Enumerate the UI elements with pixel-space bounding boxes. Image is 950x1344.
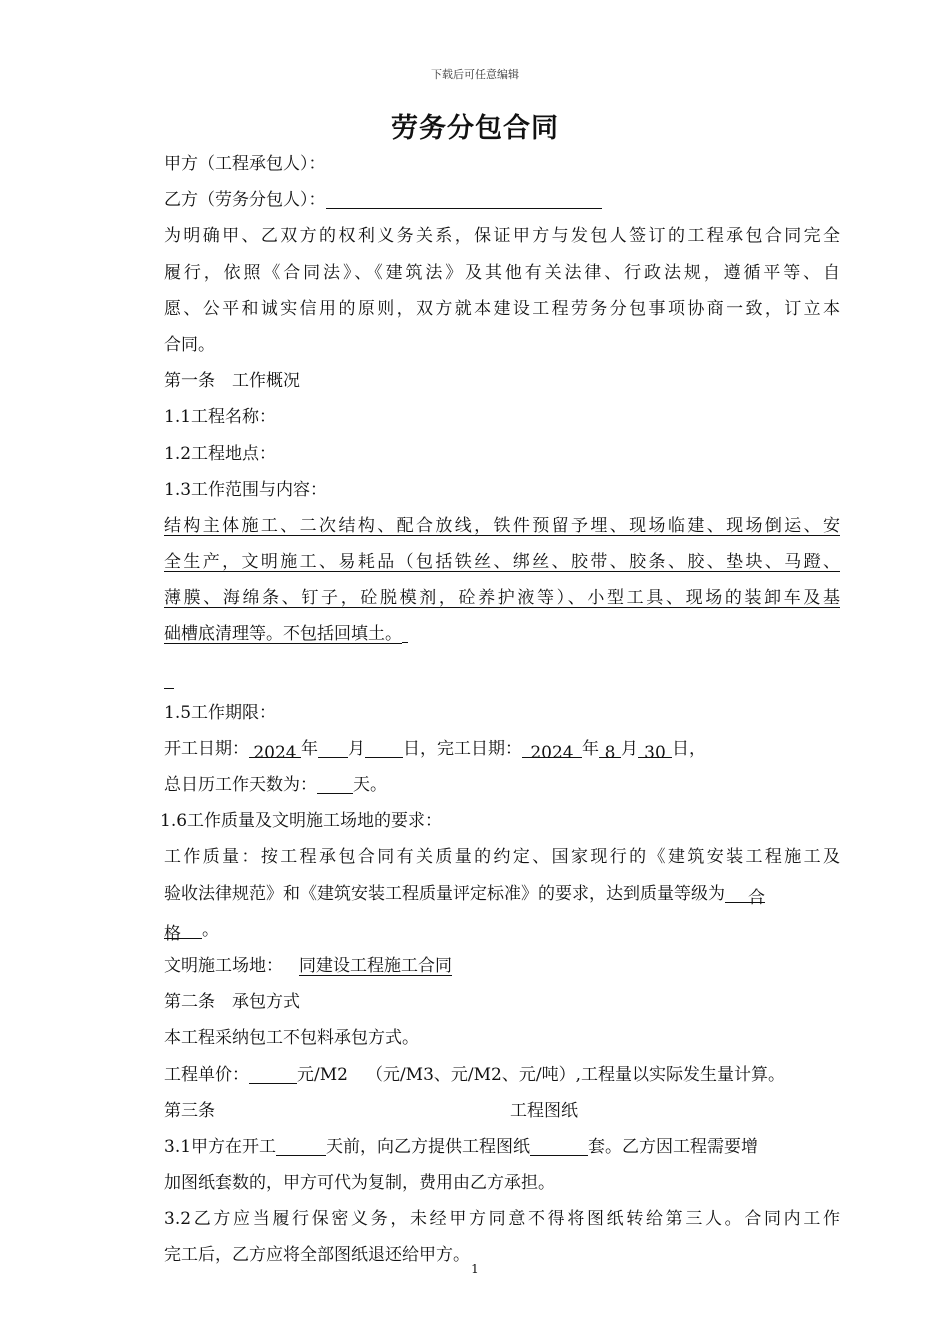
quality-line: 工作质量：按工程承包合同有关质量的约定、国家现行的《建筑安装工程施工及 bbox=[164, 847, 840, 868]
start-day-field[interactable] bbox=[365, 735, 403, 758]
intro-line: 合同。 bbox=[164, 334, 215, 355]
quality-grade-field-1[interactable]: 合 bbox=[725, 880, 765, 903]
unit-price-label: 工程单价： bbox=[164, 1064, 249, 1085]
party-b-blank[interactable] bbox=[326, 186, 602, 209]
unit-price-unit: 元/M2 bbox=[297, 1064, 348, 1085]
site-line bbox=[164, 948, 840, 984]
drawing-sets-field[interactable] bbox=[530, 1133, 588, 1156]
total-days-line bbox=[164, 767, 840, 803]
period-label: 1.5工作期限： bbox=[164, 702, 277, 723]
site-label: 文明施工场地： bbox=[164, 955, 283, 976]
quality-line bbox=[164, 876, 840, 912]
page-number: 1 bbox=[471, 1262, 479, 1276]
project-location-line: 1.2工程地点： bbox=[164, 443, 277, 464]
total-days-unit: 天。 bbox=[353, 775, 387, 795]
article-3-title: 工程图纸 bbox=[510, 1100, 578, 1121]
unit-price-line bbox=[164, 1057, 840, 1093]
quality-line bbox=[164, 912, 840, 948]
party-b-label: 乙方（劳务分包人）： bbox=[164, 190, 326, 211]
party-b-line bbox=[164, 182, 840, 218]
scope-line: 薄膜、海绵条、钉子，砼脱模剂，砼养护液等）、小型工具、现场的装卸车及基 bbox=[164, 588, 840, 609]
article-1-heading: 第一条 工作概况 bbox=[164, 371, 300, 392]
clause-3-2-line: 3.2乙方应当履行保密义务，未经甲方同意不得将图纸转给第三人。合同内工作 bbox=[164, 1209, 840, 1230]
party-a-line: 甲方（工程承包人）： bbox=[164, 154, 326, 174]
scope-line: 结构主体施工、二次结构、配合放线，铁件预留予埋、现场临建、现场倒运、安 bbox=[164, 515, 840, 536]
project-name-line: 1.1工程名称： bbox=[164, 407, 277, 428]
article-3-number: 第三条 bbox=[164, 1100, 215, 1121]
intro-line: 愿、公平和诚实信用的原则，双方就本建设工程劳务分包事项协商一致，订立本 bbox=[164, 298, 840, 319]
days-before-field[interactable] bbox=[276, 1133, 326, 1156]
unit-price-note: （元/M3、元/M2、元/吨）,工程量以实际发生量计算。 bbox=[365, 1064, 785, 1085]
stub-underline bbox=[164, 680, 174, 689]
header-note: 下载后可任意编辑 bbox=[431, 68, 519, 81]
clause-3-1-line: 加图纸套数的，甲方可代为复制，费用由乙方承担。 bbox=[164, 1173, 555, 1194]
article-3-heading bbox=[164, 1093, 840, 1129]
finish-end: 日， bbox=[672, 738, 706, 759]
scope-trailing-blank bbox=[402, 620, 408, 643]
month-word: 月 bbox=[348, 738, 365, 759]
quality-text: 验收法律规范》和《建筑安装工程质量评定标准》的要求，达到质量等级为 bbox=[164, 883, 725, 904]
paragraph-gap bbox=[164, 653, 840, 673]
quality-end: 。 bbox=[202, 919, 219, 940]
dates-line bbox=[164, 731, 840, 767]
start-date-label: 开工日期： bbox=[164, 738, 249, 759]
finish-day-field[interactable]: 30 bbox=[638, 735, 672, 758]
quality-heading: 1.6工作质量及文明施工场地的要求： bbox=[160, 811, 443, 832]
day-word: 日 bbox=[403, 738, 420, 759]
scope-line bbox=[164, 616, 840, 652]
scope-last-text: 础槽底清理等。不包括回填土。 bbox=[164, 624, 402, 645]
site-value: 同建设工程施工合同 bbox=[299, 955, 452, 976]
start-month-field[interactable] bbox=[318, 735, 348, 758]
article-2-heading: 第二条 承包方式 bbox=[164, 992, 300, 1013]
clause-3-1-part-c: 套。乙方因工程需要增 bbox=[588, 1136, 759, 1157]
clause-3-1-part-a: 3.1甲方在开工 bbox=[164, 1136, 277, 1157]
finish-date-label: ，完工日期： bbox=[420, 738, 522, 759]
total-days-label: 总日历工作天数为： bbox=[164, 775, 317, 795]
quality-grade-field-2[interactable]: 格 bbox=[164, 916, 202, 939]
finish-year-field[interactable]: 2024 bbox=[522, 735, 582, 758]
year-word: 年 bbox=[301, 738, 318, 759]
empty-item-stub bbox=[164, 673, 840, 695]
document-body bbox=[160, 146, 840, 1274]
intro-line: 为明确甲、乙双方的权利义务关系，保证甲方与发包人签订的工程承包合同完全 bbox=[164, 226, 840, 247]
scope-label: 1.3工作范围与内容： bbox=[164, 479, 328, 500]
finish-month-field[interactable]: 8 bbox=[599, 735, 621, 758]
intro-line: 履行，依照《合同法》、《建筑法》及其他有关法律、行政法规，遵循平等、自 bbox=[164, 262, 840, 283]
scope-line: 全生产，文明施工、易耗品（包括铁丝、绑丝、胶带、胶条、胶、垫块、马蹬、 bbox=[164, 552, 840, 573]
clause-3-1-line bbox=[164, 1129, 840, 1165]
document-title: 劳务分包合同 bbox=[391, 113, 559, 144]
total-days-field[interactable] bbox=[317, 771, 353, 794]
year-word: 年 bbox=[582, 738, 599, 759]
contract-method-line: 本工程采纳包工不包料承包方式。 bbox=[164, 1028, 419, 1049]
start-year-field[interactable]: 2024 bbox=[249, 735, 301, 758]
unit-price-field[interactable] bbox=[249, 1061, 297, 1084]
clause-3-1-part-b: 天前，向乙方提供工程图纸 bbox=[326, 1136, 531, 1157]
clause-3-2-line: 完工后，乙方应将全部图纸退还给甲方。 bbox=[164, 1245, 470, 1266]
month-word: 月 bbox=[621, 738, 638, 759]
